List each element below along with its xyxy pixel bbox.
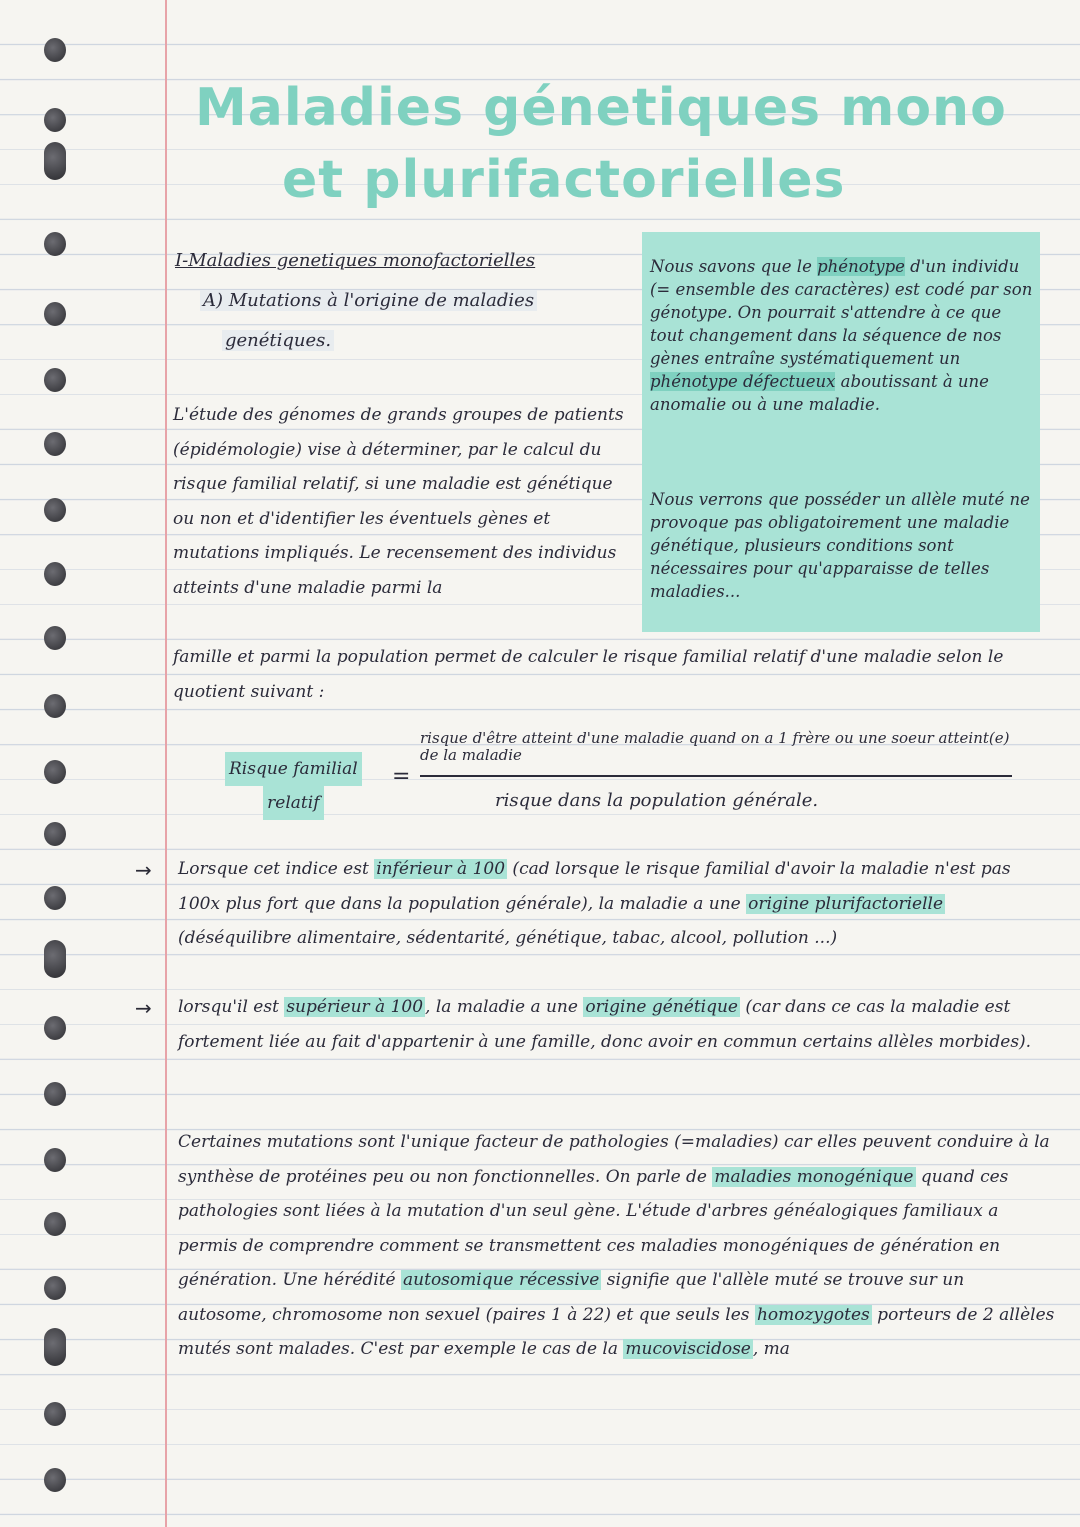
binder-hole (44, 1468, 66, 1492)
binder-hole (44, 232, 66, 256)
highlight-phenotype-defectueux: phénotype défectueux (650, 372, 836, 391)
highlight-superieur: supérieur à 100 (286, 997, 424, 1017)
highlight-genetique: origine génétique (585, 997, 738, 1017)
formula-numerator: risque d'être atteint d'une maladie quand on a 1 frère ou une soeur atteint(e) de la maladie (420, 729, 1010, 764)
formula-lhs-line2: relatif (263, 786, 323, 820)
binder-hole (44, 694, 66, 718)
formula-lhs-line1: Risque familial (225, 752, 362, 786)
highlight-autosomique: autosomique récessive (403, 1270, 600, 1290)
binder-hole (44, 626, 66, 650)
subheading-line2: genétiques. (222, 330, 334, 351)
binder-hole (44, 886, 66, 910)
binder-hole (44, 1212, 66, 1236)
box-paragraph-1: Nous savons que le phénotype d'un individu (= ensemble des caractères) est codé par son génotype. On pourrait s'attendre à ce que tout changement dans la séquence de nos gènes entraîne systématiquement un phénotype défectueux aboutissant à une anomalie ou à une maladie. (650, 257, 1033, 414)
paragraph-1: L'étude des génomes de grands groupes de patients (épidémologie) vise à déterminer, par le calcul du risque familial relatif, si une maladie est génétique ou non et d'identifier les éventuels gènes et mutations impliqués. Le recensement des individus atteints d'une maladie parmi la (173, 405, 624, 598)
highlight-mucoviscidose: mucoviscidose (625, 1339, 751, 1359)
binder-hole (44, 302, 66, 326)
highlight-inferieur: inférieur à 100 (376, 859, 506, 879)
binder-hole (44, 142, 66, 180)
binder-hole (44, 940, 66, 978)
page-title-line1: Maladies génetiques mono (195, 78, 1007, 138)
binder-hole (44, 498, 66, 522)
binder-hole (44, 1276, 66, 1300)
binder-hole (44, 38, 66, 62)
paragraph-3: Certaines mutations sont l'unique facteur de pathologies (=maladies) car elles peuvent conduire à la synthèse de protéines peu ou non fonctionnelles. On parle de maladies monogénique quand ces pathologies sont liées à la mutation d'un seul gène. L'étude d'arbres généalogiques familiaux a permis de comprendre comment se transmettent ces maladies monogéniques de génération en génération. Une hérédité autosomique récessive signifie que l'allèle muté se trouve sur un autosome, chromosome non sexuel (paires 1 à 22) et que seuls les homozygotes porteurs de 2 allèles mutés sont malades. C'est par exemple le cas de la mucoviscidose , ma (178, 1132, 1055, 1359)
binder-hole (44, 562, 66, 586)
subheading-line1: A) Mutations à l'origine de maladies (200, 290, 537, 311)
box-paragraph-2: Nous verrons que posséder un allèle muté ne provoque pas obligatoirement une maladie génétique, plusieurs conditions sont nécessaires pour qu'apparaisse de telles maladies... (650, 490, 1030, 601)
arrow-icon: → (135, 996, 152, 1020)
formula-lhs (225, 752, 362, 820)
binder-hole (44, 368, 66, 392)
bullet-superieur: lorsqu'il est supérieur à 100 , la maladie a une origine génétique (car dans ce cas la maladie est fortement liée au fait d'appartenir à une famille, donc avoir en commun certains allèles morbides). (178, 997, 1032, 1052)
margin-line (165, 0, 167, 1527)
paragraph-1-continued: famille et parmi la population permet de calculer le risque familial relatif d'une maladie selon le quotient suivant : (173, 647, 1004, 702)
fraction-bar (420, 775, 1012, 777)
binder-hole (44, 1402, 66, 1426)
bullet-inferieur: Lorsque cet indice est inférieur à 100 (cad lorsque le risque familial d'avoir la maladie n'est pas 100x plus fort que dans la population générale), la maladie a une origine plurifactorielle (déséquilibre alimentaire, sédentarité, génétique, tabac, alcool, pollution ...) (178, 859, 1011, 948)
arrow-icon: → (135, 858, 152, 882)
formula-equals: = (392, 764, 411, 789)
binder-hole (44, 822, 66, 846)
section-heading: I-Maladies genetiques monofactorielles (175, 250, 536, 271)
binder-hole (44, 1328, 66, 1366)
binder-hole (44, 108, 66, 132)
binder-hole (44, 1148, 66, 1172)
highlight-monogenique: maladies monogénique (714, 1166, 914, 1187)
page-title-line2: et plurifactorielles (282, 150, 846, 210)
highlight-plurifactorielle: origine plurifactorielle (748, 893, 944, 914)
binder-hole (44, 1016, 66, 1040)
formula-denominator: risque dans la population générale. (495, 790, 819, 811)
highlight-homozygotes: homozygotes (756, 1304, 870, 1325)
binder-hole (44, 1082, 66, 1106)
binder-hole (44, 432, 66, 456)
binder-hole (44, 760, 66, 784)
highlight-phenotype: phénotype (817, 257, 905, 276)
